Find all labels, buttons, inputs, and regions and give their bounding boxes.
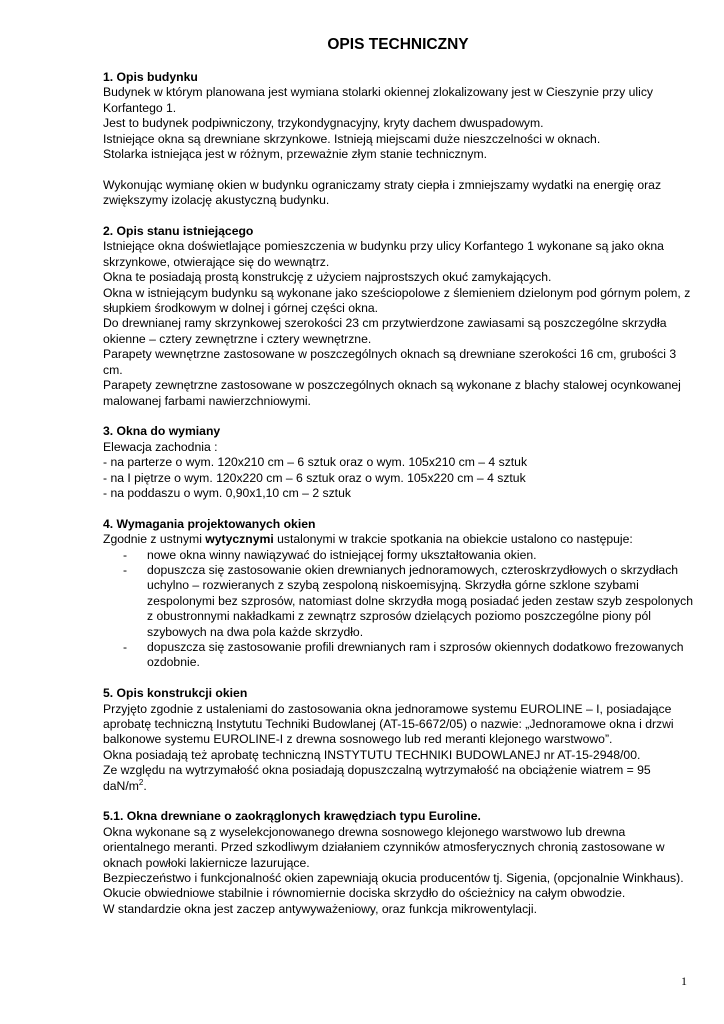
wind-load-text: Ze względu na wytrzymałość okna posiadają dopuszczalną wytrzymałość na obciążenie wiatrem = 95 daN/m — [103, 763, 651, 793]
list-item-text: nowe okna winny nawiązywać do istniejącej formy ukształtowania okien. — [147, 547, 537, 562]
period: . — [143, 778, 147, 793]
section-1-paragraph: Wykonując wymianę okien w budynku ograniczamy straty ciepła i zmniejszamy wydatki na energię oraz zwiększymy izolację akustyczną budynku. — [103, 177, 662, 208]
spacer — [103, 209, 693, 224]
spacer — [103, 671, 693, 686]
section-2-heading: 2. Opis stanu istniejącego — [103, 224, 254, 239]
section-3-line: - na parterze o wym. 120x210 cm – 6 sztuk oraz o wym. 105x210 cm – 4 sztuk — [103, 455, 528, 470]
spacer — [103, 501, 693, 516]
section-4-intro — [103, 532, 693, 547]
dash-bullet: - — [123, 639, 128, 654]
section-3-line: - na poddaszu o wym. 0,90x1,10 cm – 2 sztuk — [103, 485, 351, 500]
section-1-paragraph: Jest to budynek podpiwniczony, trzykondygnacyjny, kryty dachem dwuspadowym. — [103, 116, 544, 131]
document-title: OPIS TECHNICZNY — [327, 36, 469, 53]
section-2-paragraph: Parapety zewnętrzne zastosowane w poszczególnych oknach są wykonane z blachy stalowej ocynkowanej malowanej farbami nawierzchniowymi. — [103, 378, 681, 408]
section-2-paragraph: Istniejące okna doświetlające pomieszczenia w budynku przy ulicy Korfantego 1 wykonane są jako okna skrzynkowe, otwierające się do wewnątrz. — [103, 239, 664, 269]
section-5-paragraph: Okna posiadają też aprobatę techniczną INSTYTUTU TECHNIKI BUDOWLANEJ nr AT-15-2948/00. — [103, 747, 641, 762]
section-1-paragraph: Stolarka istniejąca jest w różnym, przeważnie złym stanie technicznym. — [103, 147, 488, 162]
section-1-heading: 1. Opis budynku — [103, 70, 198, 84]
section-2-paragraph: Okna w istniejącym budynku są wykonane jako sześciopolowe z ślemieniem dzielonym pod górnym polem, z słupkiem środkowym w dolnej i górnej części okna. — [103, 285, 691, 316]
list-item-text: dopuszcza się zastosowanie okien drewnianych jednoramowych, czteroskrzydłowych o skrzydłach uchylno – rozwieranych z szybą zespoloną niskoemisyjną. Skrzydła górne szklone szybami zespolonymi bez szprosów, natomiast dolne skrzydła mogą posiadać jeden zestaw szyb zespolonych z obustronnymi nakładkami z zewnątrz szprosów dzielących poziomo poszczególne piony pól szybowych na dwa pola każde skrzydło. — [147, 562, 694, 639]
list-item — [103, 563, 693, 640]
section-5-1-paragraph: W standardzie okna jest zaczep antywyważeniowy, oraz funkcja mikrowentylacji. — [103, 901, 537, 916]
section-2-paragraph: Okna te posiadają prostą konstrukcję z użyciem najprostszych okuć zamykających. — [103, 270, 552, 285]
intro-bold-text: wytycznymi — [205, 532, 274, 547]
dash-bullet: - — [123, 562, 128, 577]
section-3-line: Elewacja zachodnia : — [103, 439, 218, 454]
section-1-paragraph: Budynek w którym planowana jest wymiana stolarki okiennej zlokalizowany jest w Cieszynie przy ulicy Korfantego 1. — [103, 85, 654, 115]
section-3-heading: 3. Okna do wymiany — [103, 424, 221, 439]
section-3-line: - na I piętrze o wym. 120x220 cm – 6 sztuk oraz o wym. 105x220 cm – 4 sztuk — [103, 470, 526, 485]
section-2-paragraph: Do drewnianej ramy skrzynkowej szerokości 23 cm przytwierdzone zawiasami są poszczególne skrzydła okienne – cztery zewnętrzne i cztery wewnętrzne. — [103, 316, 667, 346]
spacer — [103, 409, 693, 424]
document-body — [103, 70, 693, 917]
section-2-paragraph: Parapety wewnętrzne zastosowane w poszczególnych oknach są drewniane szerokości 16 cm, grubości 3 cm. — [103, 347, 677, 377]
section-5-1-heading: 5.1. Okna drewniane o zaokrąglonych krawędziach typu Euroline. — [103, 809, 481, 824]
list-item-text: dopuszcza się zastosowanie profili drewnianych ram i szprosów okiennych dodatkowo frezowanych ozdobnie. — [147, 639, 684, 670]
spacer — [103, 794, 693, 809]
section-5-heading: 5. Opis konstrukcji okien — [103, 686, 248, 701]
list-item — [103, 640, 693, 671]
intro-text: Zgodnie z ustnymi — [103, 532, 206, 547]
spacer — [103, 162, 693, 177]
section-4-heading: 4. Wymagania projektowanych okien — [103, 516, 316, 531]
section-1-paragraph: Istniejące okna są drewniane skrzynkowe. Istnieją miejscami duże nieszczelności w oknach. — [103, 131, 601, 146]
requirements-list — [103, 548, 693, 671]
page-number: 1 — [681, 974, 687, 988]
section-5-1-paragraph: Okna wykonane są z wyselekcjonowanego drewna sosnowego klejonego warstwowo lub drewna orientalnego meranti. Przed szkodliwym działaniem czynników atmosferycznych chronią zastosowane w oknach powłoki lakiernicze lazurujące. — [103, 824, 665, 870]
dash-bullet: - — [123, 547, 128, 562]
superscript: 2 — [138, 777, 144, 787]
section-5-1-paragraph: Bezpieczeństwo i funkcjonalność okien zapewniają okucia producentów tj. Sigenia, (opcjonalnie Winkhaus). Okucie obwiedniowe stabilnie i równomiernie dociska skrzydło do ościeżnicy na całym obwodzie. — [103, 871, 684, 901]
intro-text: ustalonymi w trakcie spotkania na obiekcie ustalono co następuje: — [273, 532, 633, 547]
section-5-paragraph: Przyjęto zgodnie z ustaleniami do zastosowania okna jednoramowe systemu EUROLINE – I, posiadające aprobatę techniczną Instytutu Techniki Budowlanej (AT-15-6672/05) o nazwie: „Jednoramowe okna i drzwi balkonowe systemu EUROLINE-I z drewna sosnowego lub red meranti klejonego warstwowo”. — [103, 701, 674, 747]
section-5-paragraph — [103, 763, 693, 794]
list-item — [103, 548, 693, 563]
